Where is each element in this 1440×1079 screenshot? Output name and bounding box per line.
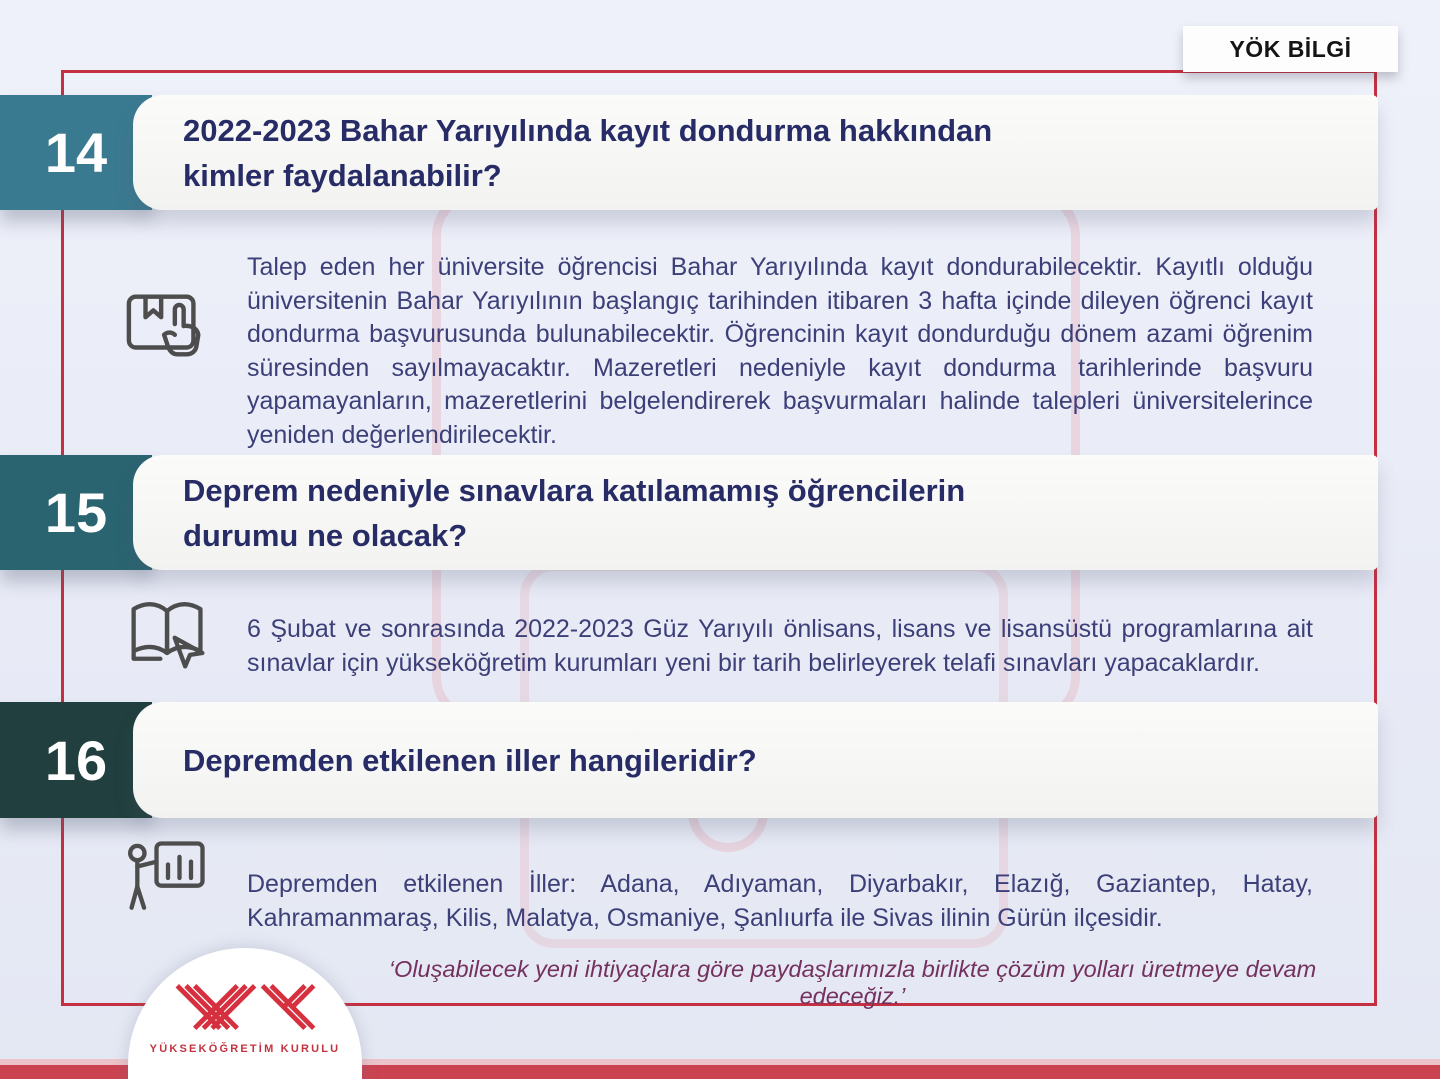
section-number-badge [0,702,152,818]
question-card [133,702,1378,818]
section-number: 15 [44,481,108,544]
presenter-chart-icon [118,832,218,924]
open-book-cursor-icon [118,590,218,674]
footer-quote: ‘Oluşabilecek yeni ihtiyaçlara göre paydaşlarımızla birlikte çözüm yolları üretmeye devam edeceğiz.’ [388,956,1317,1009]
yok-logo-icon [170,978,320,1038]
section-number-badge [0,455,152,570]
answer-text: Talep eden her üniversite öğrencisi Bahar Yarıyılında kayıt dondurabilecektir. Kayıtlı olduğu üniversitenin Bahar Yarıyılının başlangıç tarihinden itibaren 3 hafta içinde dileyen öğrenci kayıt dondurma başvurusunda bulunabilecektir. Öğrencinin kayıt dondurduğu dönem azami öğrenim süresinden sayılmayacaktır. Mazeretleri nedeniyle kayıt dondurma tarihlerinde başvuru yapamayanların, mazeretlerini belgelendirerek başvurmaları halinde talepleri üniversitelerince yeniden değerlendirilecektir. [247,253,1313,449]
question-card [133,455,1378,570]
question-text: Deprem nedeniyle sınavlara katılamamış öğrencilerin [183,472,966,508]
answer-text: Depremden etkilenen İller: Adana, Adıyaman, Diyarbakır, Elazığ, Gaziantep, Hatay, Kahramanmaraş, Kilis, Malatya, Osmaniye, Şanlıurfa ile Sivas ilinin Gürün ilçesidir. [247,870,1313,932]
yok-bilgi-badge [1183,26,1398,72]
yok-logo-caption: YÜKSEKÖĞRETİM KURULU [149,1043,341,1055]
section-number: 14 [44,121,108,184]
question-text: 2022-2023 Bahar Yarıyılında kayıt dondurma hakkından [183,112,993,148]
section-number-badge [0,95,152,210]
section-number: 16 [44,728,108,792]
answer-text: 6 Şubat ve sonrasında 2022-2023 Güz Yarıyılı önlisans, lisans ve lisansüstü programlarına ait sınavlar için yükseköğretim kurumları yeni bir tarih belirleyerek telafi sınavları yapacaklardır. [247,615,1313,677]
question-text: kimler faydalanabilir? [183,157,502,193]
yok-bilgi-badge-label: YÖK BİLGİ [1229,35,1352,62]
question-text: Depremden etkilenen iller hangileridir? [183,742,757,778]
tablet-hand-icon [118,280,218,372]
question-text: durumu ne olacak? [183,517,468,553]
question-card [133,95,1378,210]
